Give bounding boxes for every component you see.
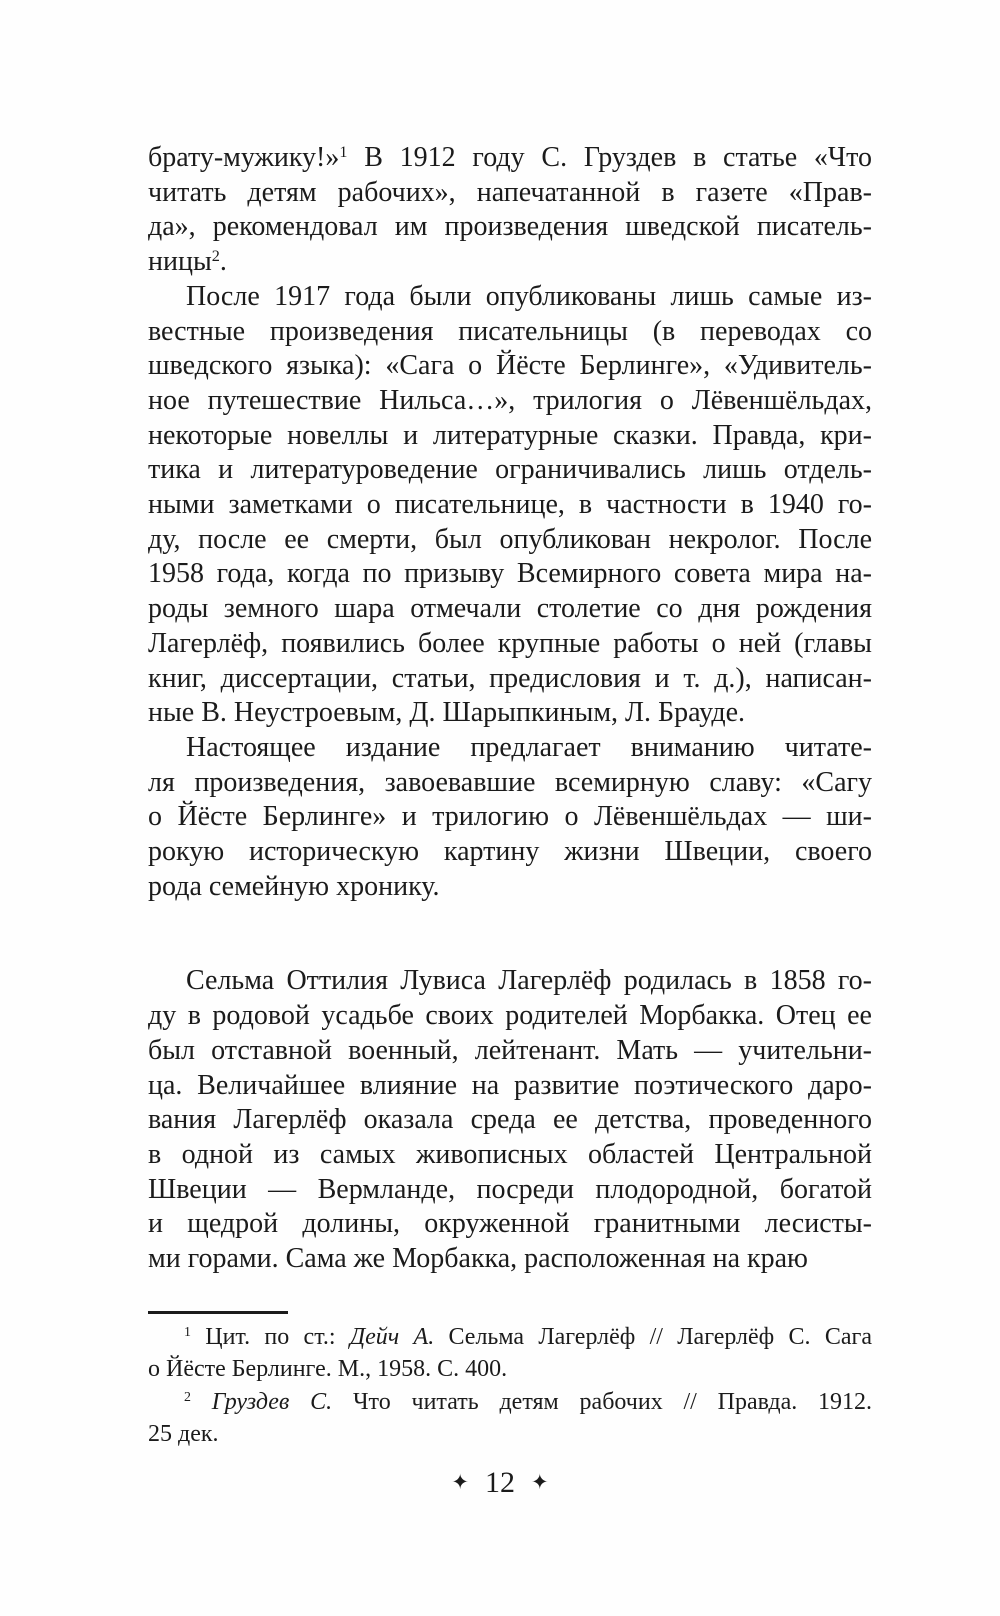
text-line: [148, 384, 872, 419]
text-segment: Швеции — Вермланде, посреди плодородной, богатой: [148, 1173, 872, 1205]
text-line: [148, 592, 872, 627]
text-line: [148, 1321, 872, 1353]
text-segment: рокую историческую картину жизни Швеции, своего: [148, 836, 872, 868]
text-line: [148, 1386, 872, 1418]
main-text: [148, 141, 872, 1277]
text-line: [148, 141, 872, 176]
footnotes-list: [148, 1321, 872, 1450]
text-segment: ное путешествие Нильса…», трилогия о Лёвеншёльдах,: [148, 384, 872, 416]
text-segment: ца. Величайшее влияние на развитие поэтического даро-: [148, 1069, 872, 1101]
text-segment: ля произведения, завоевавшие всемирную славу: «Сагу: [148, 766, 872, 798]
page-footer: [0, 1462, 1000, 1503]
text-line: [148, 1242, 872, 1277]
footnote-ref: 1: [339, 143, 348, 162]
text-segment: Сельма Оттилия Лувиса Лагерлёф родилась в 1858 го-: [186, 965, 872, 997]
text-segment: да», рекомендовал им произведения шведской писатель-: [148, 211, 872, 243]
ornament-right-icon: ✦: [531, 1470, 549, 1494]
ornament-left-icon: ✦: [451, 1470, 469, 1494]
text-segment: Сельма Лагерлёф // Лагерлёф С. Сага: [434, 1324, 872, 1350]
text-line: [148, 1034, 872, 1069]
text-segment: [191, 1389, 212, 1415]
text-line: [148, 999, 872, 1034]
text-segment: 25 дек.: [148, 1420, 219, 1447]
text-line: [148, 315, 872, 350]
text-segment: ными заметками о писательнице, в частности в 1940 го-: [148, 489, 872, 521]
text-line: [148, 557, 872, 592]
paragraph: [148, 731, 872, 905]
text-segment: вестные произведения писательницы (в переводах со: [148, 315, 872, 347]
footnote-ref: 2: [211, 247, 220, 266]
text-segment: рода семейную хронику.: [148, 870, 440, 902]
italic-text: Груздев С.: [211, 1388, 333, 1415]
text-segment: был отставной военный, лейтенант. Мать — учительни-: [148, 1034, 872, 1066]
text-line: [148, 627, 872, 662]
text-segment: и щедрой долины, окруженной гранитными лесисты-: [148, 1208, 872, 1240]
text-segment: читать детям рабочих», напечатанной в газете «Прав-: [148, 176, 872, 208]
footnote-ref: 2: [184, 1389, 191, 1405]
text-segment: тика и литературоведение ограничивались лишь отдель-: [148, 454, 872, 486]
text-segment: книг, диссертации, статьи, предисловия и т. д.), написан-: [148, 662, 872, 694]
text-segment: Настоящее издание предлагает вниманию читате-: [186, 731, 872, 763]
text-segment: шведского языка): «Сага о Йёсте Берлинге», «Удивитель-: [148, 350, 872, 382]
text-line: [148, 349, 872, 384]
text-segment: ду, после ее смерти, был опубликован некролог. После: [148, 523, 872, 555]
text-segment: ницы: [148, 246, 212, 278]
footnote-ref: 1: [184, 1325, 191, 1341]
text-segment: некоторые новеллы и литературные сказки. Правда, кри-: [148, 419, 872, 451]
text-segment: роды земного шара отмечали столетие со дня рождения: [148, 593, 872, 625]
paragraph: [148, 964, 872, 1276]
text-segment: брату-мужику!»: [148, 142, 340, 173]
paragraph: [148, 280, 872, 731]
text-line: [148, 523, 872, 558]
text-line: [148, 964, 872, 999]
text-segment: ду в родовой усадьбе своих родителей Морбакка. Отец ее: [148, 1000, 872, 1032]
text-line: [148, 1418, 872, 1450]
text-line: [148, 1207, 872, 1242]
text-segment: о Йёсте Берлинге» и трилогию о Лёвеншёльдах — ши-: [148, 801, 872, 833]
footnote-divider: [148, 1311, 288, 1314]
text-segment: ми горами. Сама же Морбакка, расположенная на краю: [148, 1243, 808, 1275]
text-segment: Лагерлёф, появились более крупные работы о ней (главы: [148, 627, 872, 659]
footnotes: [148, 1311, 872, 1450]
text-line: [148, 1069, 872, 1104]
text-line: [148, 766, 872, 801]
text-line: [148, 731, 872, 766]
text-line: [148, 1138, 872, 1173]
paragraph: [148, 141, 872, 280]
footnote: [148, 1321, 872, 1386]
text-segment: 1958 года, когда по призыву Всемирного совета мира на-: [148, 558, 872, 590]
italic-text: Дейч А.: [349, 1324, 435, 1350]
text-line: [148, 280, 872, 315]
text-line: [148, 662, 872, 697]
text-line: [148, 419, 872, 454]
text-segment: После 1917 года были опубликованы лишь самые из-: [186, 280, 872, 312]
text-segment: вания Лагерлёф оказала среда ее детства, проведенного: [148, 1104, 872, 1136]
text-line: [148, 696, 872, 731]
text-line: [148, 1173, 872, 1208]
text-segment: в одной из самых живописных областей Центральной: [148, 1138, 872, 1170]
text-line: [148, 1103, 872, 1138]
text-line: [148, 453, 872, 488]
text-line: [148, 1353, 872, 1385]
text-segment: Что читать детям рабочих // Правда. 1912.: [332, 1388, 873, 1415]
text-segment: В 1912 году С. Груздев в статье «Что: [347, 142, 872, 173]
text-segment: о Йёсте Берлинге. М., 1958. С. 400.: [148, 1356, 508, 1383]
text-line: [148, 870, 872, 905]
footnote: [148, 1386, 872, 1451]
text-line: [148, 245, 872, 280]
text-line: [148, 488, 872, 523]
text-line: [148, 176, 872, 211]
text-segment: ные В. Неустроевым, Д. Шарыпкиным, Л. Брауде.: [148, 697, 746, 729]
text-segment: Цит. по ст.:: [190, 1324, 350, 1350]
text-line: [148, 210, 872, 245]
text-segment: .: [219, 246, 227, 278]
text-line: [148, 835, 872, 870]
text-line: [148, 800, 872, 835]
page-number: 12: [485, 1466, 515, 1499]
